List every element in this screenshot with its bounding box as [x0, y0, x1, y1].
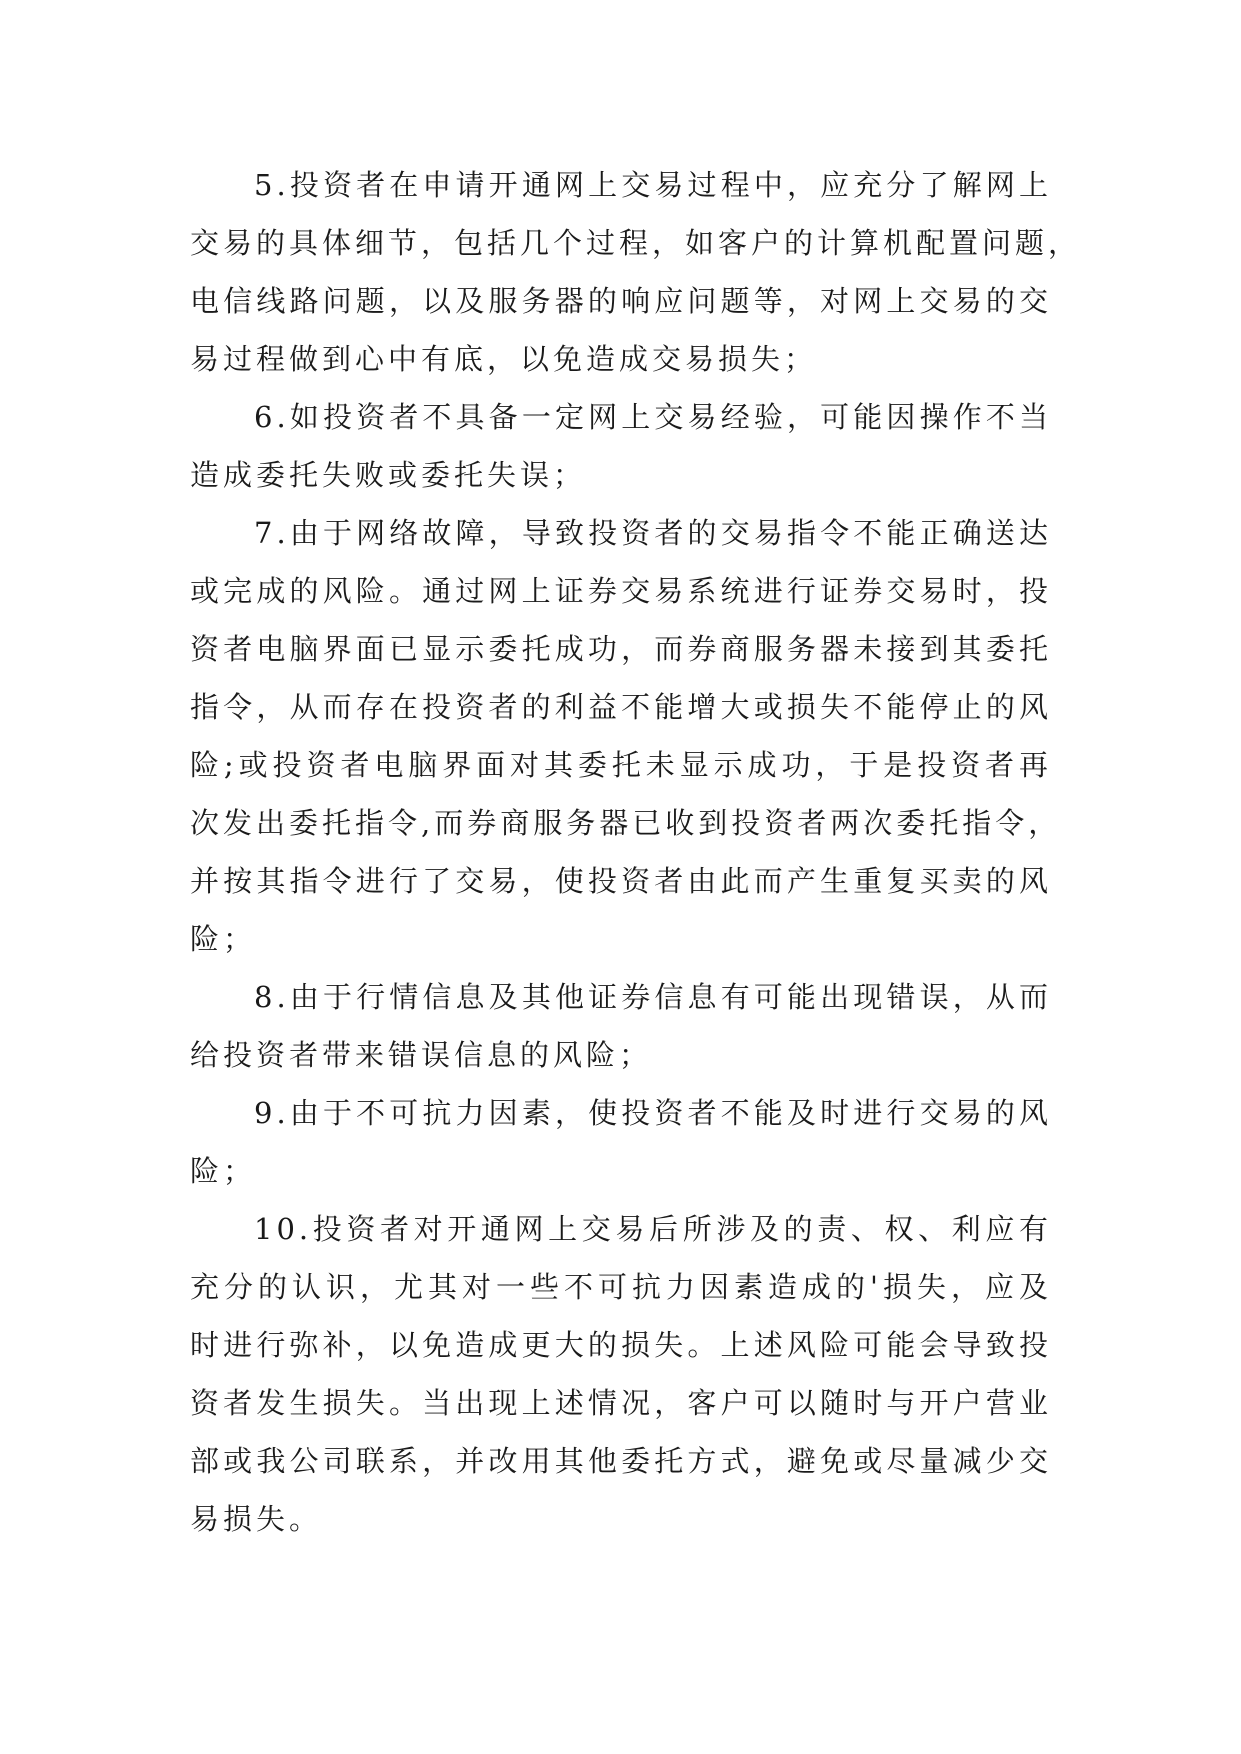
- paragraph-item-10: [190, 1200, 1052, 1548]
- text-line: 指令，从而存在投资者的利益不能增大或损失不能停止的风: [190, 690, 1052, 724]
- text-line: 部或我公司联系，并改用其他委托方式，避免或尽量减少交: [190, 1444, 1052, 1478]
- text-line: 险；: [190, 1154, 257, 1188]
- text-line: 9.由于不可抗力因素，使投资者不能及时进行交易的风: [254, 1096, 1052, 1130]
- text-line: 或完成的风险。通过网上证券交易系统进行证券交易时，投: [190, 574, 1052, 608]
- text-line: 次发出委托指令,而券商服务器已收到投资者两次委托指令，: [190, 806, 1062, 840]
- text-line: 电信线路问题，以及服务器的响应问题等，对网上交易的交: [190, 284, 1052, 318]
- document-body: [190, 156, 1082, 1548]
- text-line: 给投资者带来错误信息的风险；: [190, 1038, 653, 1072]
- paragraph-item-5: [190, 156, 1082, 388]
- paragraph-item-8: [190, 968, 1052, 1084]
- text-line: 交易的具体细节，包括几个过程，如客户的计算机配置问题，: [190, 226, 1082, 260]
- text-line: 时进行弥补，以免造成更大的损失。上述风险可能会导致投: [190, 1328, 1052, 1362]
- paragraph-item-6: [190, 388, 1052, 504]
- paragraph-item-7: [190, 504, 1062, 968]
- text-line: 造成委托失败或委托失误；: [190, 458, 587, 492]
- text-line: 易过程做到心中有底，以免造成交易损失；: [190, 342, 818, 376]
- text-line: 资者发生损失。当出现上述情况，客户可以随时与开户营业: [190, 1386, 1052, 1420]
- text-line: 并按其指令进行了交易，使投资者由此而产生重复买卖的风: [190, 864, 1052, 898]
- text-line: 10.投资者对开通网上交易后所涉及的责、权、利应有: [254, 1212, 1052, 1246]
- text-line: 6.如投资者不具备一定网上交易经验，可能因操作不当: [254, 400, 1052, 434]
- paragraph-item-9: [190, 1084, 1052, 1200]
- text-line: 7.由于网络故障，导致投资者的交易指令不能正确送达: [254, 516, 1052, 550]
- text-line: 易损失。: [190, 1502, 323, 1536]
- text-line: 资者电脑界面已显示委托成功，而券商服务器未接到其委托: [190, 632, 1052, 666]
- text-line: 险;或投资者电脑界面对其委托未显示成功，于是投资者再: [190, 748, 1052, 782]
- text-line: 险；: [190, 922, 257, 956]
- text-line: 8.由于行情信息及其他证券信息有可能出现错误，从而: [254, 980, 1052, 1014]
- text-line: 充分的认识，尤其对一些不可抗力因素造成的'损失，应及: [190, 1270, 1052, 1304]
- text-line: 5.投资者在申请开通网上交易过程中，应充分了解网上: [254, 168, 1052, 202]
